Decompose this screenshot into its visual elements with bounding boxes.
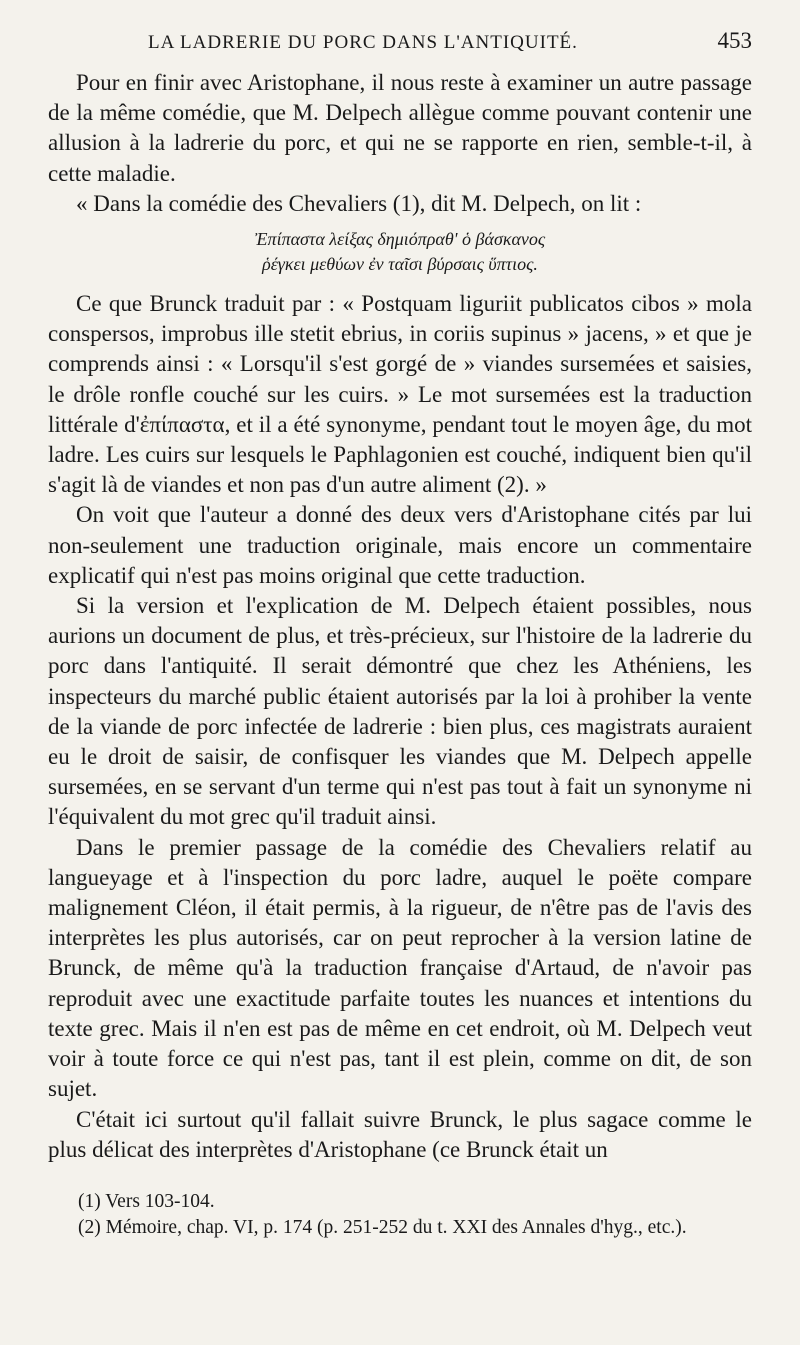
footnotes [48, 1189, 752, 1241]
running-title: LA LADRERIE DU PORC DANS L'ANTIQUITÉ. [148, 32, 578, 53]
greek-verses [48, 227, 752, 277]
footnote-1: (1) Vers 103-104. [78, 1190, 215, 1212]
greek-verse-1: Ἐπίπαστα λείξας δημιόπραθ' ὁ βάσκανος [254, 229, 546, 250]
paragraph-6: Dans le premier passage de la comédie des Chevaliers relatif au langueyage et à l'inspection du porc ladre, auquel le poëte compare malignement Cléon, il était permis, à la rigueur, de n'être pas de l'avis des interprètes les plus autorisés, car on peut reprocher à la version latine de Brunck, de même qu'à la traduction française d'Artaud, de n'avoir pas reproduit avec une exactitude parfaite toutes les nuances et intentions du texte grec. Mais il n'en est pas de même en cet endroit, où M. Delpech veut voir à toute force ce qui n'est pas, tant il est plein, comme on dit, de son sujet. [48, 834, 752, 1102]
paragraph-3: Ce que Brunck traduit par : « Postquam liguriit publicatos cibos » mola conspersos, improbus ille stetit ebrius, in coriis supinus » jacens, » et que je comprends ainsi : « Lorsqu'il s'est gorgé de » viandes sursemées et saisies, le drôle ronfle couché sur les cuirs. » Le mot sursemées est la traduction littérale d'ἐπίπαστα, et il a été synonyme, pendant tout le moyen âge, du mot ladre. Les cuirs sur lesquels le Paphlagonien est couché, indiquent bien qu'il s'agit là de viandes et non pas d'un autre aliment (2). » [48, 291, 752, 498]
paragraph-7: C'était ici surtout qu'il fallait suivre Brunck, le plus sagace comme le plus délicat des interprètes d'Aristophane (ce Brunck était un [48, 1106, 752, 1162]
greek-verse-2: ῥέγκει μεθύων ἐν ταῖσι βύρσαις ὕπτιος. [262, 254, 538, 275]
paragraph-5: Si la version et l'explication de M. Delpech étaient possibles, nous aurions un document de plus, et très-précieux, sur l'histoire de la ladrerie du porc dans l'antiquité. Il serait démontré que chez les Athéniens, les inspecteurs du marché public étaient autorisés par la loi à prohiber la vente de la viande de porc infectée de ladrerie : bien plus, ces magistrats auraient eu le droit de saisir, de confisquer les viandes que M. Delpech appelle sursemées, en se servant d'un terme qui n'est pas tout à fait un synonyme ni l'équivalent du mot grec qu'il traduit ainsi. [48, 593, 752, 830]
paragraph-2: « Dans la comédie des Chevaliers (1), dit M. Delpech, on lit : [76, 190, 642, 216]
footnote-2: (2) Mémoire, chap. VI, p. 174 (p. 251-252 du t. XXI des Annales d'hyg., etc.). [78, 1216, 687, 1238]
paragraph-4: On voit que l'auteur a donné des deux vers d'Aristophane cités par lui non-seulement une traduction originale, mais encore un commentaire explicatif qui n'est pas moins original que cette traduction. [48, 502, 752, 588]
page-number: 453 [717, 28, 752, 53]
running-header [48, 28, 752, 54]
paragraph-1: Pour en finir avec Aristophane, il nous reste à examiner un autre passage de la même comédie, que M. Delpech allègue comme pouvant contenir une allusion à la ladrerie du porc, et qui ne se rapporte en rien, semble-t-il, à cette maladie. [48, 70, 752, 186]
